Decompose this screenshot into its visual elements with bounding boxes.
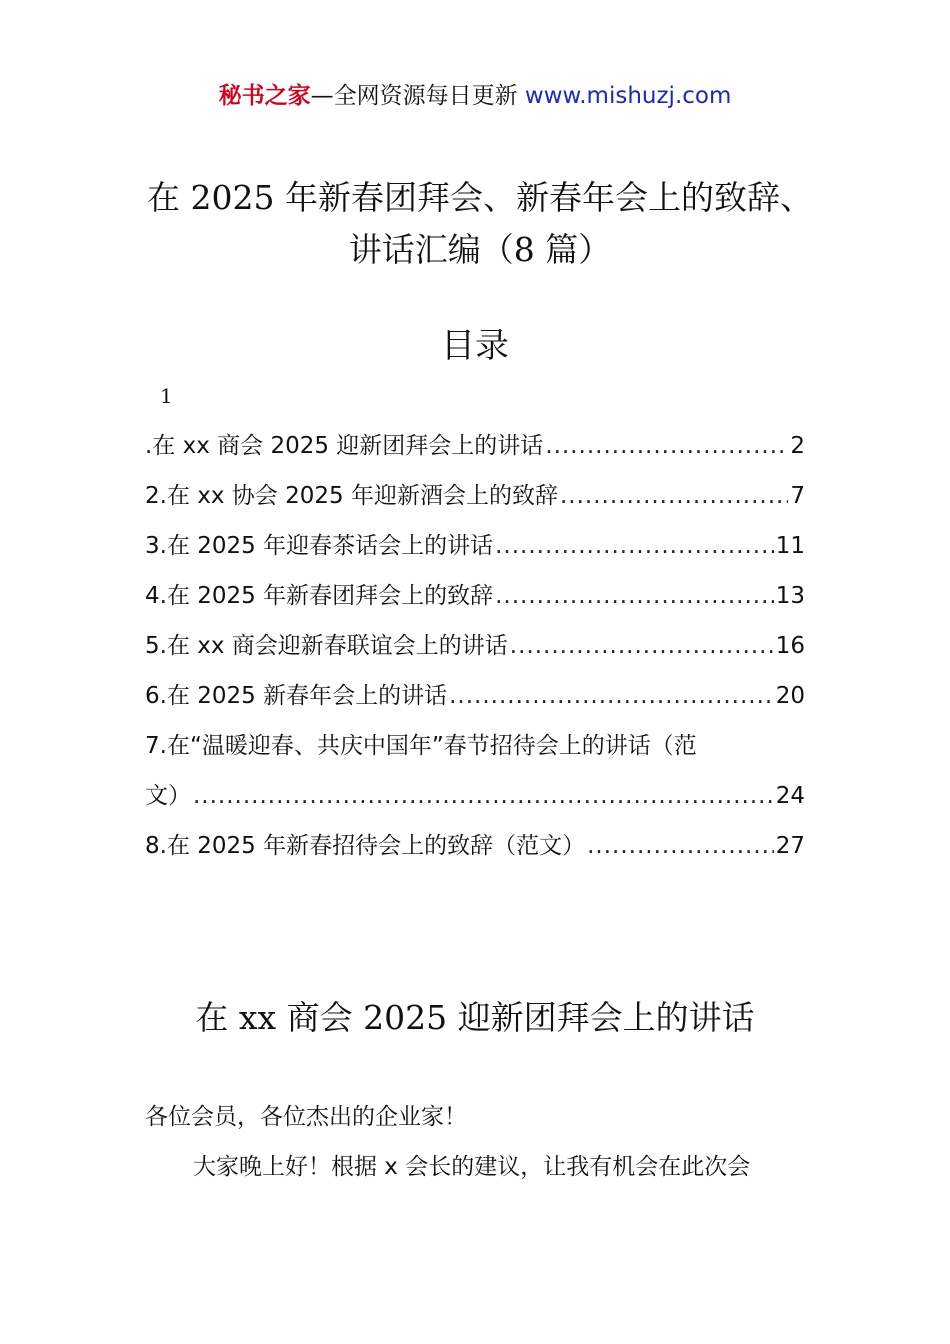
toc-entry-title: 7.在“温暖迎春、共庆中国年”春节招待会上的讲话（范 — [145, 733, 697, 759]
toc-entry-page: 20 — [775, 683, 805, 709]
toc-entry-3[interactable] — [145, 521, 805, 571]
toc-leader-dots — [560, 471, 788, 521]
toc-entry-page: 27 — [775, 833, 805, 859]
toc-leader-dots — [495, 521, 774, 571]
toc-entry-2[interactable] — [145, 471, 805, 521]
toc-entry-title: 5.在 xx 商会迎新春联谊会上的讲话 — [145, 633, 508, 659]
toc-entry-5[interactable] — [145, 621, 805, 671]
toc-entry-8[interactable] — [145, 821, 805, 871]
toc-entry-title-continued: 文） — [145, 783, 191, 809]
toc-entry-4[interactable] — [145, 571, 805, 621]
toc-entry-title: 6.在 2025 新春年会上的讲话 — [145, 683, 448, 709]
toc-entry-title: 3.在 2025 年迎春茶话会上的讲话 — [145, 533, 494, 559]
section-title: 在 xx 商会 2025 迎新团拜会上的讲话 — [195, 998, 755, 1037]
toc-entry-page: 16 — [775, 633, 805, 659]
toc-entry-page: 11 — [775, 533, 805, 559]
toc-leader-dots — [495, 571, 774, 621]
toc-entry-page: 7 — [790, 483, 805, 509]
toc-stray-number: 1 — [160, 384, 173, 408]
document-title-line-2: 讲话汇编（8 篇） — [348, 230, 612, 269]
site-header — [0, 80, 950, 112]
salutation-paragraph: 各位会员，各位杰出的企业家！ — [145, 1104, 467, 1130]
toc-leader-dots — [193, 771, 774, 821]
toc-entry-title: 8.在 2025 年新春招待会上的致辞（范文） — [145, 833, 586, 859]
brand-name: 秘书之家 — [218, 83, 311, 109]
toc-leader-dots — [449, 671, 774, 721]
toc-entry-page: 24 — [775, 783, 805, 809]
toc-leader-dots — [510, 621, 774, 671]
document-title-line-1: 在 2025 年新春团拜会、新春年会上的致辞、 — [147, 178, 813, 217]
toc-entry-7[interactable] — [145, 721, 805, 771]
toc-entry-title: .在 xx 商会 2025 迎新团拜会上的讲话 — [145, 433, 544, 459]
toc-entry-7-continued[interactable] — [145, 771, 805, 821]
toc-entry-title: 4.在 2025 年新春团拜会上的致辞 — [145, 583, 494, 609]
site-url-link[interactable]: www.mishuzj.com — [524, 83, 732, 109]
toc-heading: 目录 — [441, 326, 509, 366]
table-of-contents — [145, 421, 805, 871]
toc-entry-1[interactable] — [145, 421, 805, 471]
toc-leader-dots — [587, 821, 774, 871]
header-tagline: —全网资源每日更新 — [310, 83, 525, 109]
toc-entry-6[interactable] — [145, 671, 805, 721]
document-title — [140, 172, 820, 276]
toc-entry-title: 2.在 xx 协会 2025 年迎新酒会上的致辞 — [145, 483, 558, 509]
toc-entry-page: 2 — [790, 433, 805, 459]
toc-leader-dots — [545, 421, 788, 471]
toc-entry-page: 13 — [775, 583, 805, 609]
body-paragraph: 大家晚上好！根据 x 会长的建议，让我有机会在此次会 — [193, 1154, 751, 1180]
